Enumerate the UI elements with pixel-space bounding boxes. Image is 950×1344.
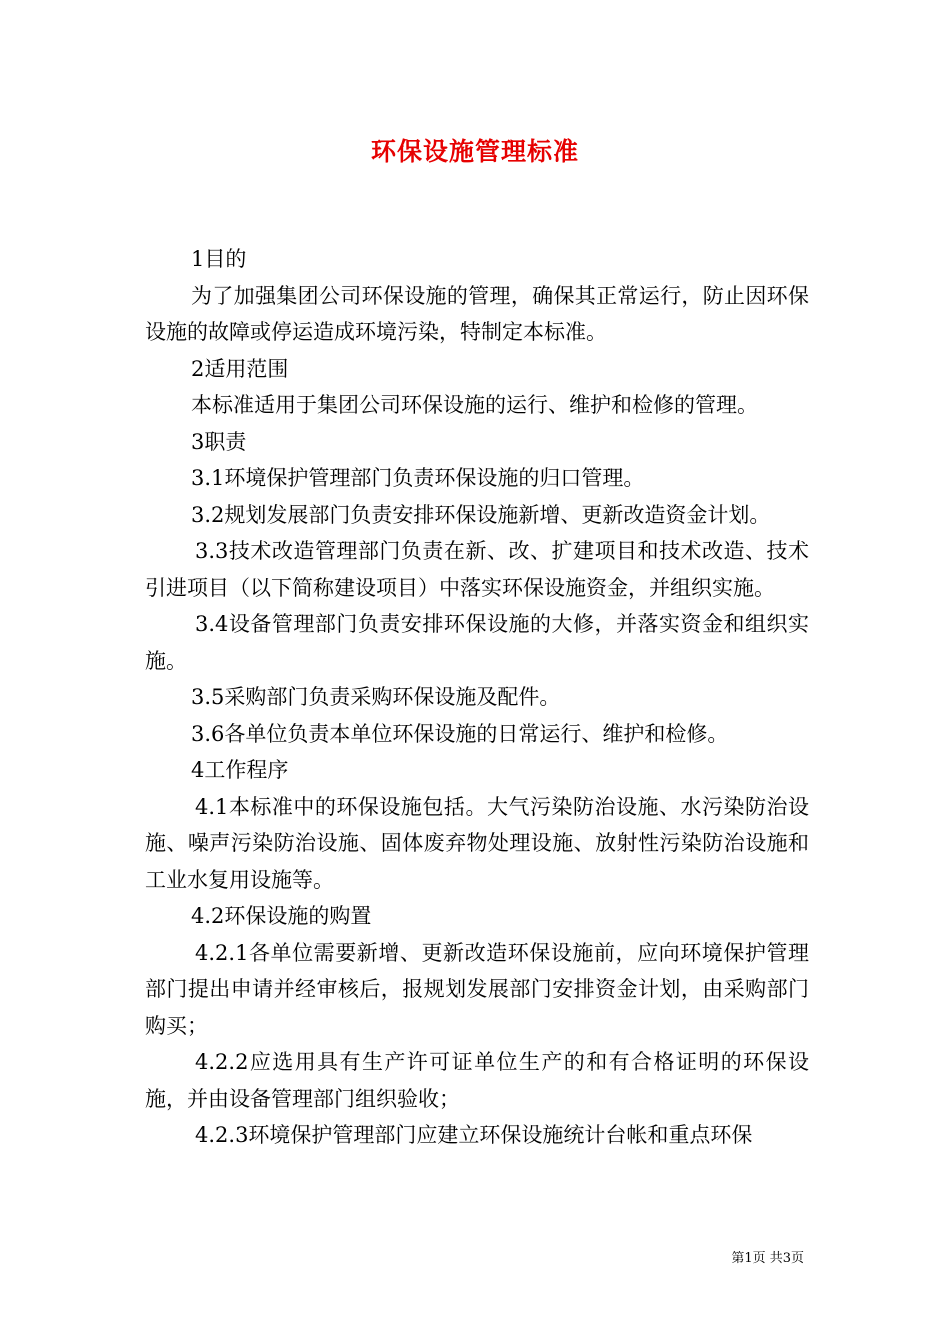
heading-responsibilities: 3职责 (191, 429, 247, 454)
page-footer: 第1页 共3页 (731, 1251, 804, 1266)
paragraph-purpose: 为了加强集团公司环保设施的管理，确保其正常运行，防止因环保设施的故障或停运造成环境污染，特制定本标准。 (145, 283, 809, 344)
heading-procedure: 4工作程序 (191, 758, 289, 782)
heading-purpose: 1目的 (191, 247, 247, 271)
paragraph-4-2-1: 4.2.1各单位需要新增、更新改造环保设施前，应向环境保护管理部门提出申请并经审核后，报规划发展部门安排资金计划，由采购部门购买； (145, 940, 809, 1038)
paragraph-3-5: 3.5采购部门负责采购环保设施及配件。 (191, 685, 561, 709)
heading-4-2: 4.2环保设施的购置 (191, 904, 372, 928)
heading-scope: 2适用范围 (191, 356, 289, 381)
page-title: 环保设施管理标准 (370, 137, 579, 166)
paragraph-3-1: 3.1环境保护管理部门负责环保设施的归口管理。 (191, 466, 645, 490)
paragraph-3-2: 3.2规划发展部门负责安排环保设施新增、更新改造资金计划。 (191, 502, 771, 527)
document-body (145, 241, 809, 1154)
paragraph-scope: 本标准适用于集团公司环保设施的运行、维护和检修的管理。 (191, 393, 758, 417)
paragraph-3-4: 3.4设备管理部门负责安排环保设施的大修，并落实资金和组织实施。 (145, 612, 809, 673)
paragraph-4-2-2: 4.2.2应选用具有生产许可证单位生产的和有合格证明的环保设施，并由设备管理部门组织验收； (145, 1050, 809, 1111)
paragraph-3-6: 3.6各单位负责本单位环保设施的日常运行、维护和检修。 (191, 721, 729, 746)
paragraph-3-3: 3.3技术改造管理部门负责在新、改、扩建项目和技术改造、技术引进项目（以下简称建设项目）中落实环保设施资金，并组织实施。 (145, 539, 809, 600)
paragraph-4-1: 4.1本标准中的环保设施包括。大气污染防治设施、水污染防治设施、噪声污染防治设施、固体废弃物处理设施、放射性污染防治设施和工业水复用设施等。 (145, 794, 809, 892)
paragraph-4-2-3: 4.2.3环境保护管理部门应建立环保设施统计台帐和重点环保 (195, 1123, 753, 1147)
